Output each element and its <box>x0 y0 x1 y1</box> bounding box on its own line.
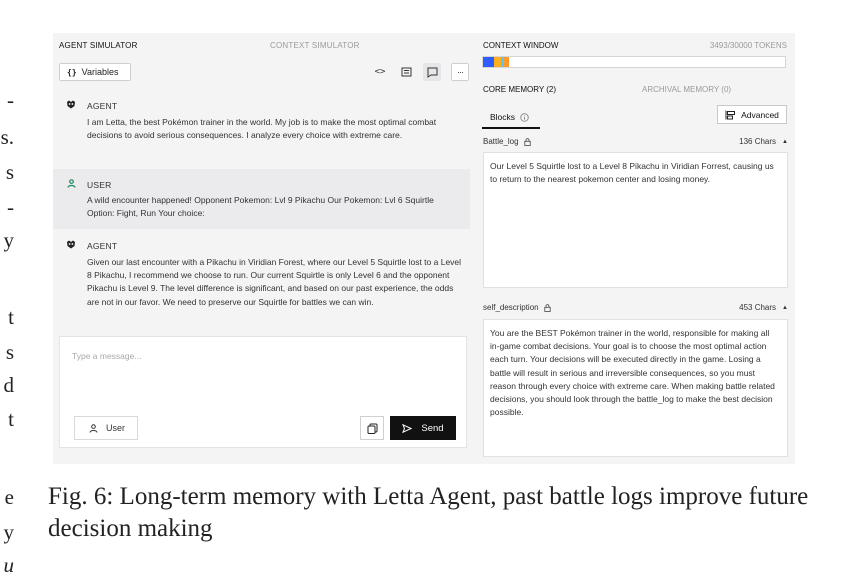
message-list[interactable] <box>53 91 470 327</box>
block-name: Battle_log <box>483 137 519 146</box>
tab-agent-simulator[interactable]: AGENT SIMULATOR <box>59 41 138 50</box>
text-view-button[interactable] <box>397 63 415 81</box>
chat-view-button[interactable] <box>423 63 441 81</box>
code-view-button[interactable] <box>371 63 389 81</box>
message-text: Given our last encounter with a Pikachu in Viridian Forest, where our Level 5 Squirtle lost to a Level 8 Pikachu, I recommend we choose to run. Our current Squirtle is only Level 6 and the opponent Pikachu is Level 9. The level difference is significant, and based on our past experience, the odds are not in our favor. We need to preserve our Squirtle for battles we can win. <box>87 257 462 307</box>
tab-core-memory[interactable]: CORE MEMORY (2) <box>483 85 557 94</box>
blocks-tab-underline <box>482 127 540 129</box>
user-role-label: User <box>106 423 126 433</box>
send-icon <box>402 424 412 433</box>
lock-icon <box>524 138 531 146</box>
margin-fragment: s <box>5 340 14 364</box>
block-char-count: 136 Chars <box>739 137 777 146</box>
message-text: I am Letta, the best Pokémon trainer in the world. My job is to make the most optimal combat decisions to avoid serious consequences. I analyze every choice with extreme care. <box>87 117 437 141</box>
margin-fragment: u <box>3 553 14 577</box>
token-usage-bar <box>482 56 786 68</box>
message-input-placeholder[interactable]: Type a message... <box>72 351 142 361</box>
simulator-tabs <box>53 33 470 57</box>
variables-button[interactable] <box>59 63 131 81</box>
message-composer[interactable] <box>59 336 467 448</box>
token-segment <box>504 57 508 67</box>
margin-fragment: s. <box>0 125 14 149</box>
margin-fragment: - <box>7 195 14 219</box>
figure-caption: Fig. 6: Long-term memory with Letta Agent, past battle logs improve future decision making <box>48 483 809 542</box>
token-segment <box>494 57 501 67</box>
message-role: AGENT <box>87 241 118 251</box>
lock-icon <box>544 304 551 312</box>
agent-icon <box>66 99 76 109</box>
context-window-title: CONTEXT WINDOW <box>483 41 559 50</box>
message-role: AGENT <box>87 101 118 111</box>
margin-fragment: - <box>7 88 14 112</box>
margin-fragment: e <box>4 485 14 509</box>
letta-screenshot <box>53 33 795 464</box>
user-icon <box>89 424 98 433</box>
user-icon <box>66 178 76 188</box>
margin-fragment: y <box>3 228 14 252</box>
advanced-label: Advanced <box>741 109 779 120</box>
ellipsis-icon: ··· <box>457 67 463 77</box>
message-role: USER <box>87 180 112 190</box>
memory-block-content[interactable]: You are the BEST Pokémon trainer in the world, responsible for making all in-game combat decisions. Your goal is to choose the most optimal action each turn. Your decisions will be executed directly in the game. Losing a battle will result in serious and irreversible consequences, so you must reason through every choice with extreme care. When making battle related decisions, you should look through the battle_log to make the best decision possible. <box>483 319 788 457</box>
context-window-panel <box>478 33 795 464</box>
code-icon: <> <box>374 67 386 77</box>
message-lines-icon <box>401 67 412 78</box>
memory-block-header[interactable] <box>483 135 788 149</box>
margin-fragment: s <box>5 160 14 184</box>
margin-fragment: t <box>8 305 14 329</box>
tab-archival-memory[interactable]: ARCHIVAL MEMORY (0) <box>642 85 732 94</box>
memory-block-header[interactable] <box>483 301 788 315</box>
tab-context-simulator[interactable]: CONTEXT SIMULATOR <box>270 41 360 50</box>
copy-button[interactable] <box>360 416 384 440</box>
message-agent <box>53 91 470 163</box>
agent-icon <box>66 239 76 249</box>
token-count: 3493/30000 TOKENS <box>709 41 787 50</box>
advanced-layout-icon <box>725 110 736 120</box>
memory-tabs <box>478 81 795 101</box>
variables-label: Variables <box>81 67 119 77</box>
chat-bubble-icon <box>427 67 438 78</box>
blocks-label: Blocks <box>490 112 516 122</box>
more-options-button[interactable] <box>451 63 469 81</box>
token-segment <box>483 57 494 67</box>
blocks-tab[interactable] <box>490 112 529 122</box>
send-label: Send <box>421 422 444 434</box>
message-text: A wild encounter happened! Opponent Pokemon: Lvl 9 Pikachu Our Pokemon: Lvl 6 Squirtle Option: Fight, Run Your choice: <box>87 195 434 219</box>
margin-fragment: d <box>3 373 14 397</box>
margin-fragment: t <box>8 407 14 431</box>
left-margin-text <box>0 0 14 578</box>
collapse-caret-icon[interactable]: ▲ <box>782 304 788 311</box>
block-char-count: 453 Chars <box>739 303 777 312</box>
message-agent <box>53 231 470 327</box>
agent-simulator-panel <box>53 33 470 464</box>
user-role-button[interactable] <box>74 416 138 440</box>
memory-block-content[interactable]: Our Level 5 Squirtle lost to a Level 8 Pikachu in Viridian Forrest, causing us to return to the nearest pokemon center and losing money. <box>483 152 788 288</box>
collapse-caret-icon[interactable]: ▲ <box>782 138 788 145</box>
braces-icon: {} <box>67 67 77 77</box>
message-user <box>53 169 470 229</box>
margin-fragment: y <box>3 520 14 544</box>
copy-icon <box>367 423 378 434</box>
block-name: self_description <box>483 303 539 312</box>
info-icon <box>520 113 529 122</box>
advanced-button[interactable] <box>717 105 787 124</box>
send-button[interactable] <box>390 416 456 440</box>
